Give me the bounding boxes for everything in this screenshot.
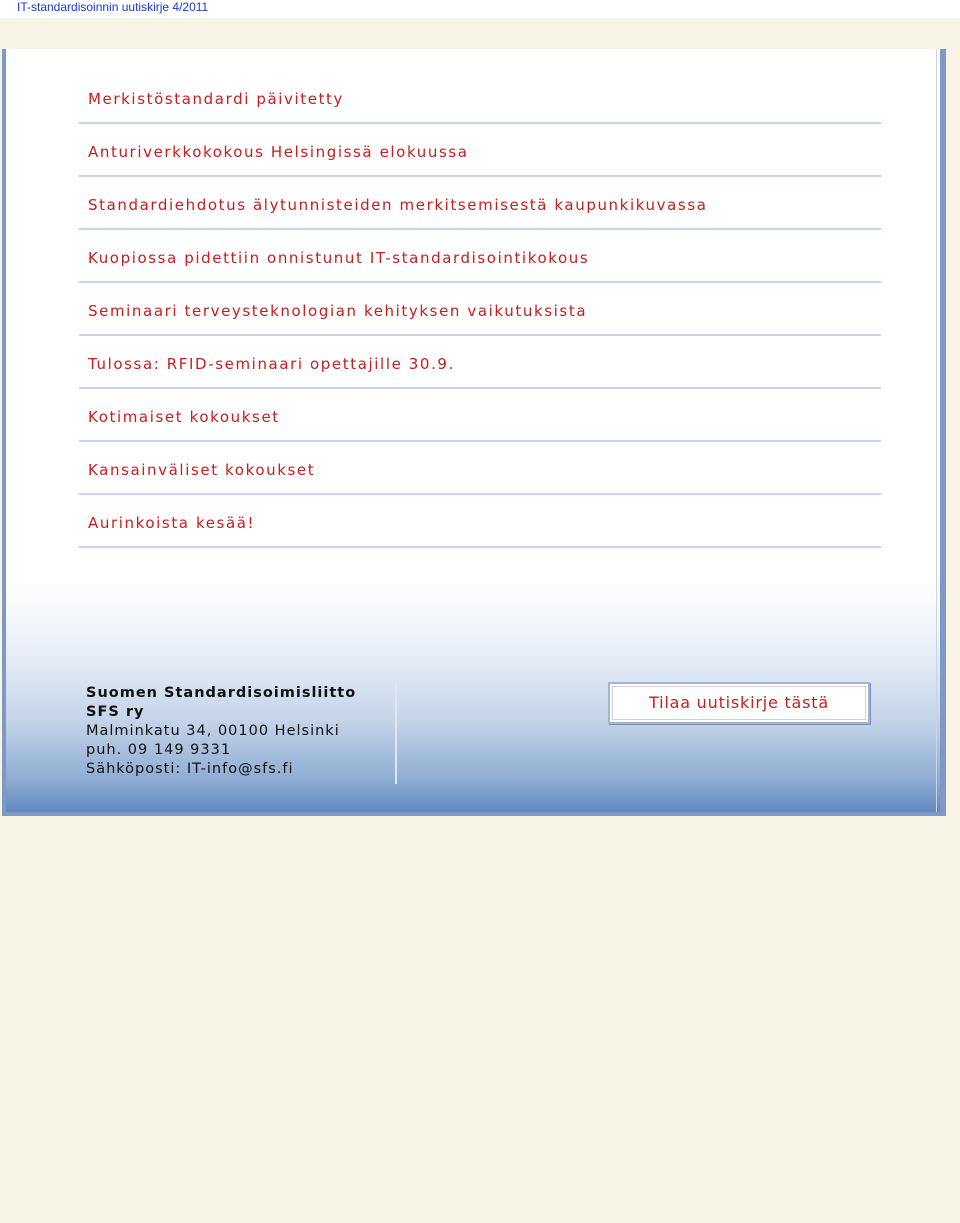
toc-item bbox=[79, 389, 881, 442]
toc-link-kuopio-kokous[interactable]: Kuopiossa pidettiin onnistunut IT-standardisointikokous bbox=[88, 249, 590, 267]
toc-item bbox=[79, 495, 881, 548]
toc-link-kotimaiset-kokoukset[interactable]: Kotimaiset kokoukset bbox=[88, 408, 280, 426]
document-header bbox=[0, 0, 960, 18]
toc-link-aurinkoista-kesaa[interactable]: Aurinkoista kesää! bbox=[88, 514, 256, 532]
toc-link-standardiehdotus[interactable]: Standardiehdotus älytunnisteiden merkitsemisestä kaupunkikuvassa bbox=[88, 196, 708, 214]
toc-link-seminaari-terveysteknologia[interactable]: Seminaari terveysteknologian kehityksen vaikutuksista bbox=[88, 302, 588, 320]
org-short-name: SFS ry bbox=[86, 704, 145, 720]
toc-link-merkistostandardi[interactable]: Merkistöstandardi päivitetty bbox=[88, 90, 345, 108]
toc-item bbox=[79, 71, 881, 124]
toc-item bbox=[79, 124, 881, 177]
toc-link-rfid-seminaari[interactable]: Tulossa: RFID-seminaari opettajille 30.9. bbox=[88, 355, 455, 373]
toc-link-anturiverkkokokous[interactable]: Anturiverkkokokous Helsingissä elokuussa bbox=[88, 143, 469, 161]
toc-link-kansainvaliset-kokoukset[interactable]: Kansainväliset kokoukset bbox=[88, 461, 316, 479]
subscribe-button[interactable] bbox=[608, 682, 870, 724]
org-email: Sähköposti: IT-info@sfs.fi bbox=[86, 761, 294, 777]
page-background bbox=[0, 18, 960, 1223]
newsletter-panel bbox=[2, 49, 946, 816]
org-phone: puh. 09 149 9331 bbox=[86, 742, 232, 758]
org-address: Malminkatu 34, 00100 Helsinki bbox=[86, 723, 340, 739]
table-of-contents bbox=[79, 71, 881, 548]
toc-item bbox=[79, 336, 881, 389]
document-title: IT-standardisoinnin uutiskirje 4/2011 bbox=[17, 0, 209, 14]
toc-item bbox=[79, 230, 881, 283]
toc-item bbox=[79, 283, 881, 336]
org-name: Suomen Standardisoimisliitto bbox=[86, 685, 357, 701]
panel-inner-border bbox=[936, 49, 937, 812]
footer-divider bbox=[395, 682, 397, 784]
contact-info bbox=[86, 684, 396, 779]
toc-item bbox=[79, 177, 881, 230]
subscribe-link[interactable]: Tilaa uutiskirje tästä bbox=[649, 693, 829, 712]
toc-item bbox=[79, 442, 881, 495]
